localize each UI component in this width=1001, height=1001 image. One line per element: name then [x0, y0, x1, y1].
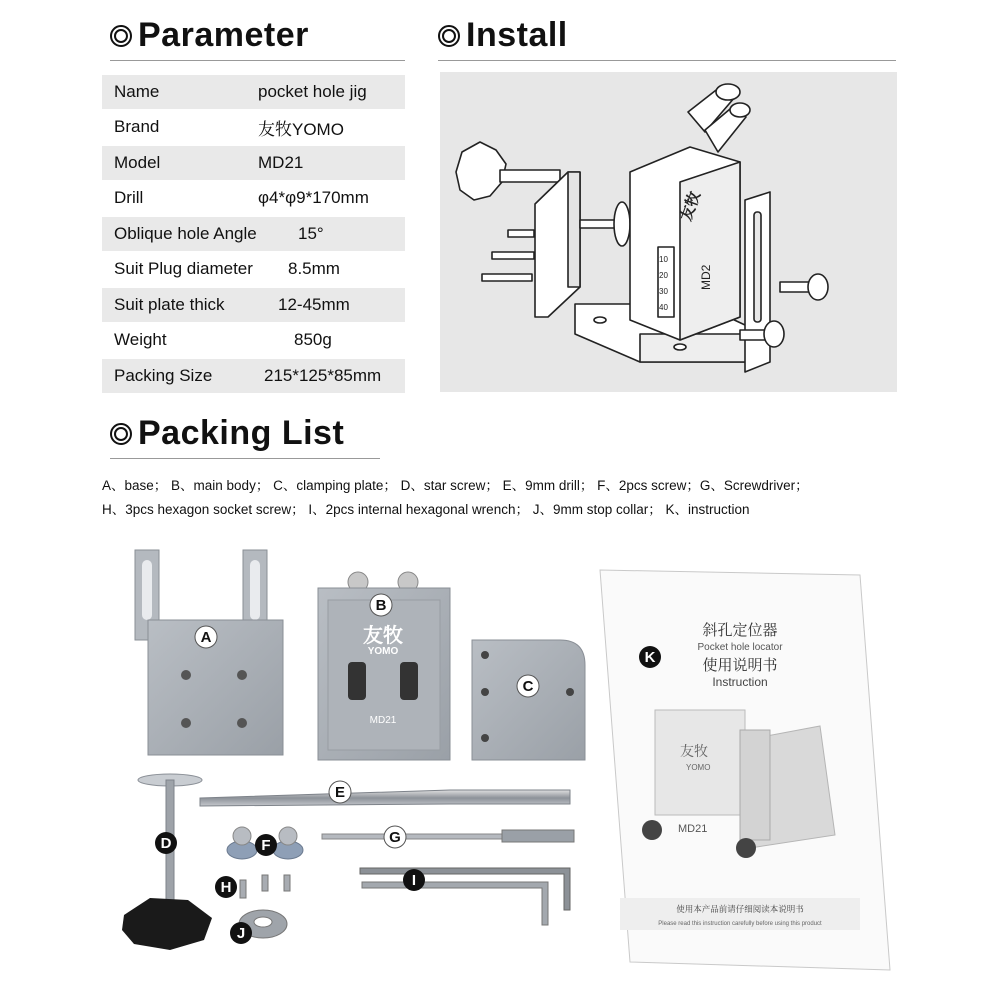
- table-row: [102, 75, 405, 109]
- param-name: Name: [102, 75, 258, 109]
- table-row: [102, 182, 405, 216]
- jig-model-mark: MD21: [369, 715, 397, 726]
- knob-drawing: [808, 274, 828, 300]
- table-row: [102, 111, 405, 145]
- manual-footer-cn: 使用本产品前请仔细阅读本说明书: [676, 905, 804, 915]
- param-name: Suit Plug diameter: [102, 253, 258, 287]
- label-d: D: [160, 835, 172, 852]
- manual-title-en: Pocket hole locator: [697, 642, 783, 653]
- scale-mark: 20: [659, 271, 668, 280]
- package-contents-photo: [100, 530, 900, 1001]
- part-hex-wrenches: [360, 868, 570, 925]
- table-row: [102, 253, 405, 287]
- param-name: Brand: [102, 111, 258, 145]
- table-row: [102, 217, 405, 251]
- packing-list-line-2: H、3pcs hexagon socket screw； I、2pcs internal hexagonal wrench； J、9mm stop collar； K、instruction: [102, 502, 750, 517]
- param-value: 215*125*85mm: [258, 359, 405, 393]
- part-base: [135, 550, 283, 755]
- scale-mark: 40: [659, 303, 668, 312]
- manual-subtitle-cn: 使用说明书: [702, 656, 778, 674]
- install-model-mark: MD2: [699, 264, 713, 290]
- manual-cover-brand-sub: YOMO: [686, 763, 711, 772]
- label-h: H: [220, 879, 232, 896]
- part-instruction-manual: [600, 570, 890, 970]
- manual-footer-en: Please read this instruction carefully before using this product: [658, 921, 822, 927]
- manual-cover-brand: 友牧: [680, 744, 708, 760]
- install-heading-text: Install: [466, 16, 568, 54]
- label-k: K: [644, 649, 656, 666]
- part-star-screw: [122, 774, 212, 950]
- param-name: Oblique hole Angle: [102, 217, 258, 251]
- label-c: C: [522, 678, 534, 695]
- scale-mark: 30: [659, 287, 668, 296]
- param-name: Drill: [102, 182, 258, 216]
- part-screwdriver: [322, 830, 574, 842]
- target-icon: [110, 423, 132, 445]
- target-icon: [438, 25, 460, 47]
- param-value: 友牧YOMO: [258, 111, 405, 145]
- star-knob-drawing: [456, 142, 506, 200]
- manual-subtitle-en: Instruction: [712, 675, 768, 689]
- screw-drawing: [482, 274, 532, 281]
- label-i: I: [411, 872, 417, 889]
- screw-drawing: [508, 230, 534, 237]
- scale-mark: 10: [659, 255, 668, 264]
- manual-cover-model: MD21: [678, 823, 708, 835]
- heading-rule: [110, 458, 380, 459]
- param-name: Suit plate thick: [102, 288, 258, 322]
- param-value: 15°: [258, 217, 405, 251]
- part-hexagon-screws: [240, 875, 290, 898]
- table-row: [102, 288, 405, 322]
- label-b: B: [375, 597, 387, 614]
- table-row: [102, 359, 405, 393]
- part-clamping-plate: [472, 640, 585, 760]
- jig-brand-mark: 友牧: [363, 623, 403, 647]
- parameter-heading-text: Parameter: [138, 16, 309, 54]
- screw-drawing: [492, 252, 534, 259]
- param-value: MD21: [258, 146, 405, 180]
- param-value: φ4*φ9*170mm: [258, 182, 405, 216]
- param-name: Packing Size: [102, 359, 258, 393]
- table-row: [102, 146, 405, 180]
- knob-drawing: [764, 321, 784, 347]
- jig-brand-sub: YOMO: [367, 646, 399, 657]
- label-j: J: [236, 925, 246, 942]
- heading-rule: [438, 60, 896, 61]
- packing-list-heading: [110, 414, 380, 453]
- label-a: A: [200, 629, 212, 646]
- install-line-drawing: [440, 72, 897, 392]
- parameter-heading: [110, 16, 405, 55]
- label-f: F: [261, 837, 271, 854]
- manual-title-cn: 斜孔定位器: [702, 621, 778, 639]
- param-value: 850g: [258, 324, 405, 358]
- packing-list-heading-text: Packing List: [138, 414, 345, 452]
- part-drill-bit: [200, 790, 570, 806]
- label-g: G: [389, 829, 401, 846]
- install-diagram: [440, 72, 897, 392]
- param-name: Model: [102, 146, 258, 180]
- install-heading: [438, 16, 896, 55]
- stop-collar-drawing: [614, 202, 630, 246]
- param-value: 8.5mm: [258, 253, 405, 287]
- install-brand-mark: 友牧: [677, 189, 705, 224]
- label-e: E: [334, 784, 346, 801]
- param-value: pocket hole jig: [258, 75, 405, 109]
- packing-list-line-1: A、base； B、main body； C、clamping plate； D、star screw； E、9mm drill； F、2pcs screw；G、Screwdriver；: [102, 478, 809, 493]
- parameter-table: [102, 73, 405, 395]
- table-row: [102, 324, 405, 358]
- heading-rule: [110, 60, 405, 61]
- target-icon: [110, 25, 132, 47]
- param-name: Weight: [102, 324, 258, 358]
- screw-shaft-drawing: [500, 170, 560, 182]
- param-value: 12-45mm: [258, 288, 405, 322]
